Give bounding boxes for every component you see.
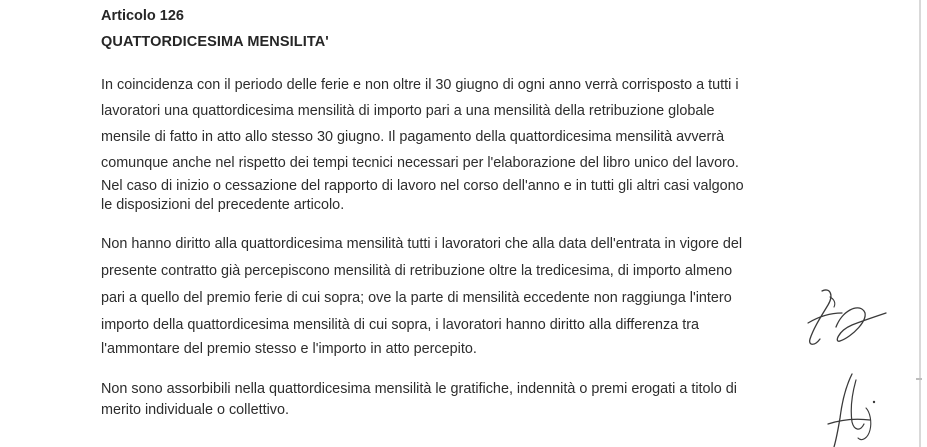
paragraph-line: le disposizioni del precedente articolo. bbox=[101, 197, 345, 213]
paragraph-line: In coincidenza con il periodo delle ferie e non oltre il 30 giugno di ogni anno verrà corrisposto a tutti i bbox=[101, 77, 739, 93]
paragraph-line: merito individuale o collettivo. bbox=[101, 402, 289, 418]
paragraph-line: presente contratto già percepiscono mensilità di retribuzione oltre la tredicesima, di importo almeno bbox=[101, 263, 733, 279]
paragraph-line: importo della quattordicesima mensilità di cui sopra, i lavoratori hanno diritto alla differenza tra bbox=[101, 317, 700, 333]
page-edge-tick bbox=[916, 378, 922, 380]
handwritten-initials-1 bbox=[800, 283, 895, 353]
paragraph-line: Non sono assorbibili nella quattordicesima mensilità le gratifiche, indennità o premi erogati a titolo di bbox=[101, 381, 737, 397]
paragraph-line: lavoratori una quattordicesima mensilità di importo pari a una mensilità della retribuzione globale bbox=[101, 103, 715, 119]
article-number: Articolo 126 bbox=[101, 8, 184, 24]
paragraph-line: pari a quello del premio ferie di cui sopra; ove la parte di mensilità eccedente non raggiunga l'intero bbox=[101, 290, 732, 306]
paragraph-line: comunque anche nel rispetto dei tempi tecnici necessari per l'elaborazione del libro unico del lavoro. bbox=[101, 155, 739, 171]
article-title: QUATTORDICESIMA MENSILITA' bbox=[101, 34, 329, 50]
paragraph-line: Non hanno diritto alla quattordicesima mensilità tutti i lavoratori che alla data dell'entrata in vigore del bbox=[101, 236, 743, 252]
paragraph-line: mensile di fatto in atto allo stesso 30 giugno. Il pagamento della quattordicesima mensilità avverrà bbox=[101, 129, 725, 145]
paragraph-line: Nel caso di inizio o cessazione del rapporto di lavoro nel corso dell'anno e in tutti gli altri casi valgono bbox=[101, 178, 744, 194]
paragraph-line: l'ammontare del premio stesso e l'importo in atto percepito. bbox=[101, 341, 477, 357]
handwritten-initials-2 bbox=[812, 368, 892, 447]
